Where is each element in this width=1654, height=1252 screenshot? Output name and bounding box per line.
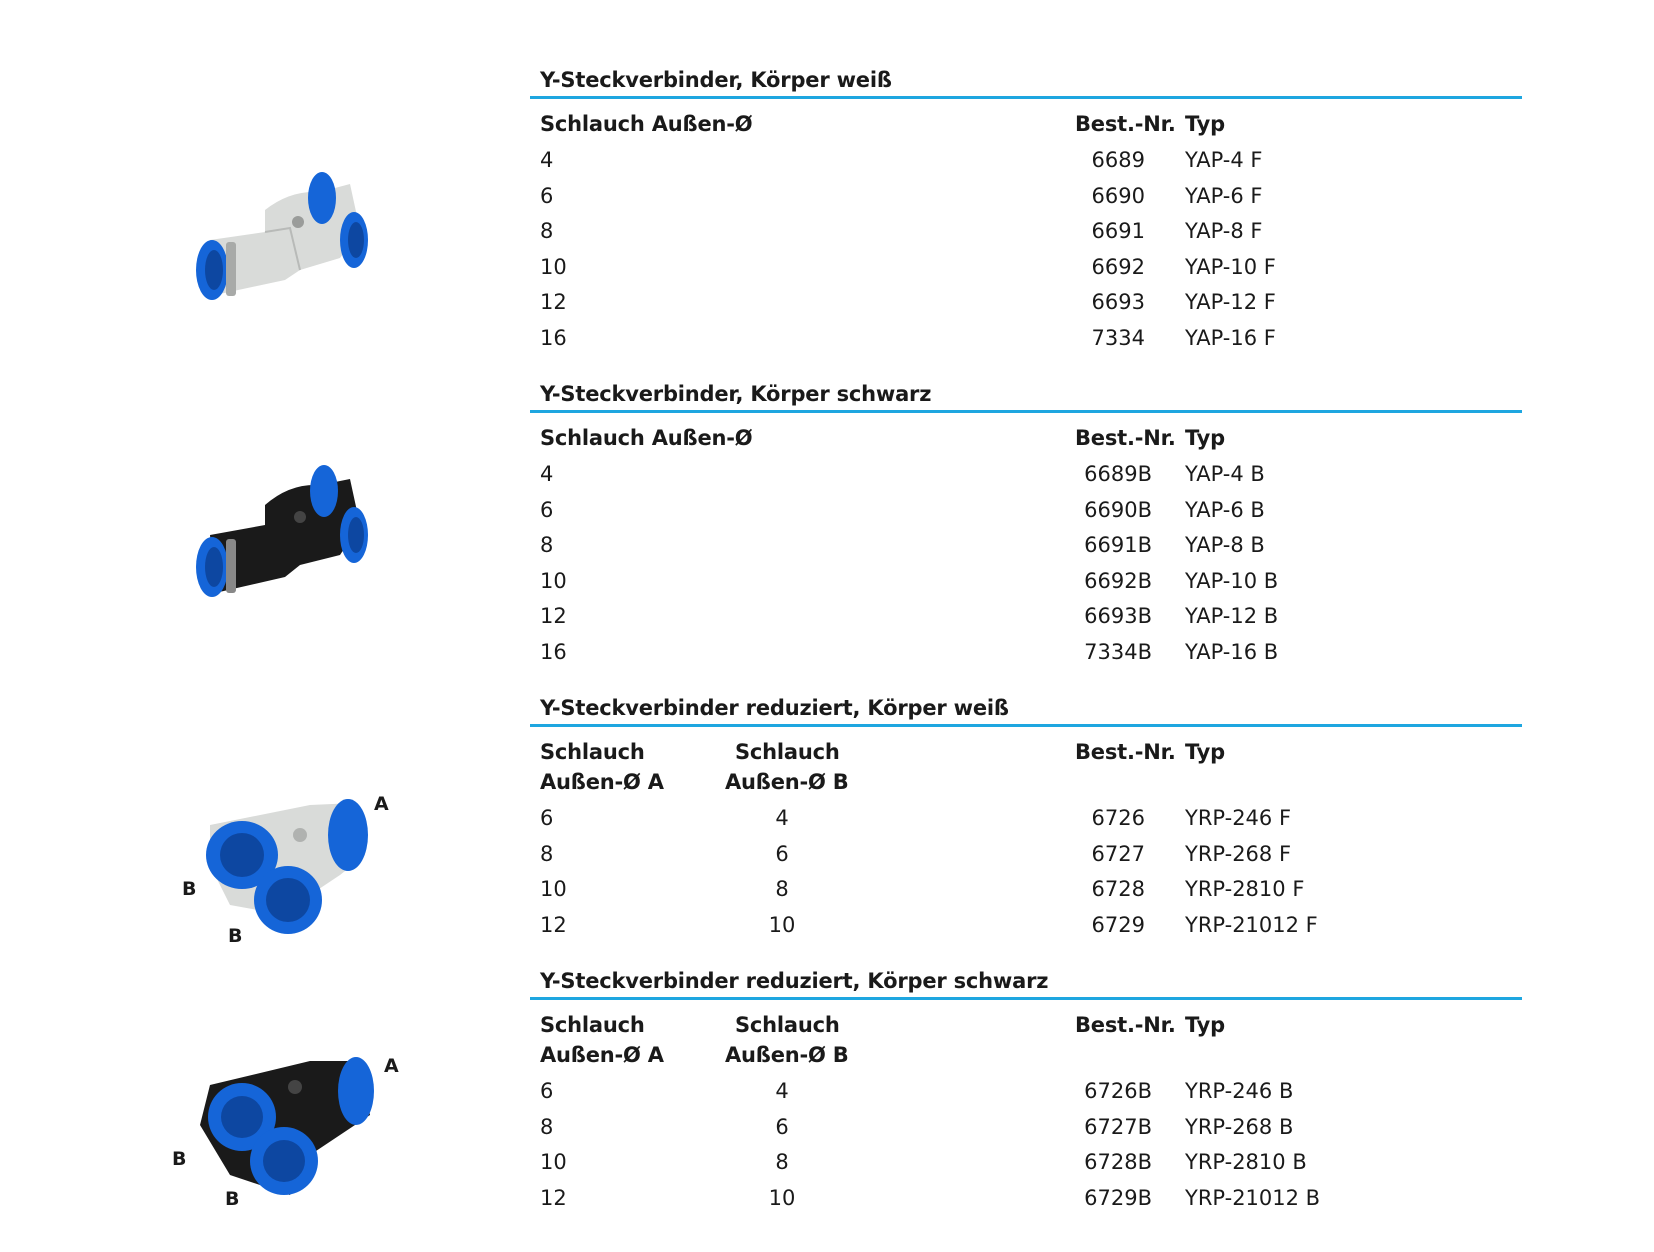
table-cell-diameter: 10	[540, 569, 567, 593]
section-black-y-reduced	[530, 969, 1522, 1219]
header-outer-diameter-b: Schlauch	[735, 740, 840, 764]
table-cell-diameter-a: 8	[540, 1115, 554, 1139]
table-cell-diameter: 8	[540, 533, 554, 557]
section-divider	[530, 997, 1522, 1000]
table-cell-order-number: 6693B	[1084, 604, 1152, 628]
table-cell-type: YAP-8 F	[1185, 219, 1263, 243]
header-outer-diameter-b: Außen-Ø B	[725, 1043, 849, 1067]
header-type: Typ	[1185, 1013, 1225, 1037]
table-cell-order-number: 6728	[1091, 877, 1145, 901]
table-cell-order-number: 6690B	[1084, 498, 1152, 522]
table-cell-type: YAP-12 B	[1185, 604, 1279, 628]
table-cell-type: YAP-12 F	[1185, 290, 1276, 314]
image-label-a: A	[374, 793, 389, 815]
table-cell-type: YAP-10 B	[1185, 569, 1279, 593]
header-order-number: Best.-Nr.	[1075, 426, 1176, 450]
header-outer-diameter-b: Schlauch	[735, 1013, 840, 1037]
table-cell-type: YAP-6 B	[1185, 498, 1265, 522]
header-type: Typ	[1185, 426, 1225, 450]
table-cell-diameter: 6	[540, 184, 554, 208]
table-cell-order-number: 6693	[1091, 290, 1145, 314]
table-cell-type: YRP-268 F	[1185, 842, 1292, 866]
product-image-black-y	[190, 465, 390, 619]
table-cell-type: YRP-2810 F	[1185, 877, 1305, 901]
image-label-b: B	[225, 1188, 240, 1210]
table-cell-order-number: 6690	[1091, 184, 1145, 208]
table-cell-order-number: 7334B	[1084, 640, 1152, 664]
header-order-number: Best.-Nr.	[1075, 112, 1176, 136]
table-cell-diameter-a: 12	[540, 1186, 567, 1210]
table-cell-order-number: 6689B	[1084, 462, 1152, 486]
table-cell-type: YAP-10 F	[1185, 255, 1276, 279]
header-outer-diameter-a: Schlauch	[540, 1013, 645, 1037]
header-order-number: Best.-Nr.	[1075, 740, 1176, 764]
table-cell-type: YAP-8 B	[1185, 533, 1265, 557]
table-cell-diameter: 8	[540, 219, 554, 243]
table-cell-diameter-a: 10	[540, 1150, 567, 1174]
table-cell-order-number: 6726	[1091, 806, 1145, 830]
section-white-y-reduced	[530, 696, 1522, 946]
header-order-number: Best.-Nr.	[1075, 1013, 1176, 1037]
header-outer-diameter-a: Außen-Ø A	[540, 1043, 664, 1067]
product-image-white-y-reduced	[190, 795, 390, 949]
table-cell-order-number: 7334	[1091, 326, 1145, 350]
table-cell-order-number: 6689	[1091, 148, 1145, 172]
table-cell-type: YAP-16 F	[1185, 326, 1276, 350]
header-outer-diameter-a: Schlauch	[540, 740, 645, 764]
table-cell-order-number: 6692B	[1084, 569, 1152, 593]
table-cell-order-number: 6692	[1091, 255, 1145, 279]
product-image-black-y-reduced	[180, 1055, 390, 1209]
section-title: Y-Steckverbinder, Körper schwarz	[540, 382, 932, 406]
table-cell-order-number: 6691B	[1084, 533, 1152, 557]
table-cell-type: YRP-2810 B	[1185, 1150, 1307, 1174]
image-label-b: B	[182, 878, 197, 900]
section-title: Y-Steckverbinder, Körper weiß	[540, 68, 892, 92]
section-black-y	[530, 382, 1522, 672]
table-cell-order-number: 6727	[1091, 842, 1145, 866]
header-outer-diameter-a: Außen-Ø A	[540, 770, 664, 794]
table-cell-diameter: 16	[540, 640, 567, 664]
image-label-b: B	[172, 1148, 187, 1170]
header-outer-diameter-b: Außen-Ø B	[725, 770, 849, 794]
table-cell-diameter-b: 4	[775, 1079, 789, 1103]
table-cell-type: YAP-4 F	[1185, 148, 1263, 172]
table-cell-type: YAP-4 B	[1185, 462, 1265, 486]
table-cell-type: YAP-16 B	[1185, 640, 1279, 664]
section-divider	[530, 410, 1522, 413]
table-cell-type: YAP-6 F	[1185, 184, 1263, 208]
table-cell-diameter-a: 10	[540, 877, 567, 901]
table-cell-type: YRP-21012 B	[1185, 1186, 1321, 1210]
table-cell-diameter-b: 8	[775, 877, 789, 901]
table-cell-order-number: 6729B	[1084, 1186, 1152, 1210]
header-outer-diameter: Schlauch Außen-Ø	[540, 112, 753, 136]
table-cell-order-number: 6691	[1091, 219, 1145, 243]
table-cell-diameter-b: 4	[775, 806, 789, 830]
table-cell-order-number: 6727B	[1084, 1115, 1152, 1139]
table-cell-diameter: 4	[540, 462, 554, 486]
image-label-b: B	[228, 925, 243, 947]
table-cell-type: YRP-246 B	[1185, 1079, 1294, 1103]
table-cell-diameter-b: 8	[775, 1150, 789, 1174]
table-cell-diameter-b: 6	[775, 1115, 789, 1139]
table-cell-diameter: 6	[540, 498, 554, 522]
table-cell-order-number: 6729	[1091, 913, 1145, 937]
table-cell-diameter: 10	[540, 255, 567, 279]
header-type: Typ	[1185, 740, 1225, 764]
table-cell-order-number: 6728B	[1084, 1150, 1152, 1174]
image-label-a: A	[384, 1055, 399, 1077]
section-divider	[530, 724, 1522, 727]
table-cell-type: YRP-21012 F	[1185, 913, 1318, 937]
table-cell-order-number: 6726B	[1084, 1079, 1152, 1103]
table-cell-diameter-b: 10	[768, 913, 796, 937]
section-title: Y-Steckverbinder reduziert, Körper schwarz	[540, 969, 1049, 993]
product-image-white-y	[190, 170, 390, 324]
table-cell-diameter-a: 6	[540, 806, 554, 830]
table-cell-diameter: 12	[540, 290, 567, 314]
table-cell-diameter: 16	[540, 326, 567, 350]
section-title: Y-Steckverbinder reduziert, Körper weiß	[540, 696, 1009, 720]
table-cell-diameter-a: 8	[540, 842, 554, 866]
section-divider	[530, 96, 1522, 99]
table-cell-diameter-a: 12	[540, 913, 567, 937]
table-cell-type: YRP-268 B	[1185, 1115, 1294, 1139]
table-cell-diameter-b: 6	[775, 842, 789, 866]
table-cell-diameter: 12	[540, 604, 567, 628]
header-type: Typ	[1185, 112, 1225, 136]
header-outer-diameter: Schlauch Außen-Ø	[540, 426, 753, 450]
table-cell-diameter-a: 6	[540, 1079, 554, 1103]
table-cell-diameter: 4	[540, 148, 554, 172]
table-cell-diameter-b: 10	[768, 1186, 796, 1210]
section-white-y	[530, 68, 1522, 358]
table-cell-type: YRP-246 F	[1185, 806, 1292, 830]
